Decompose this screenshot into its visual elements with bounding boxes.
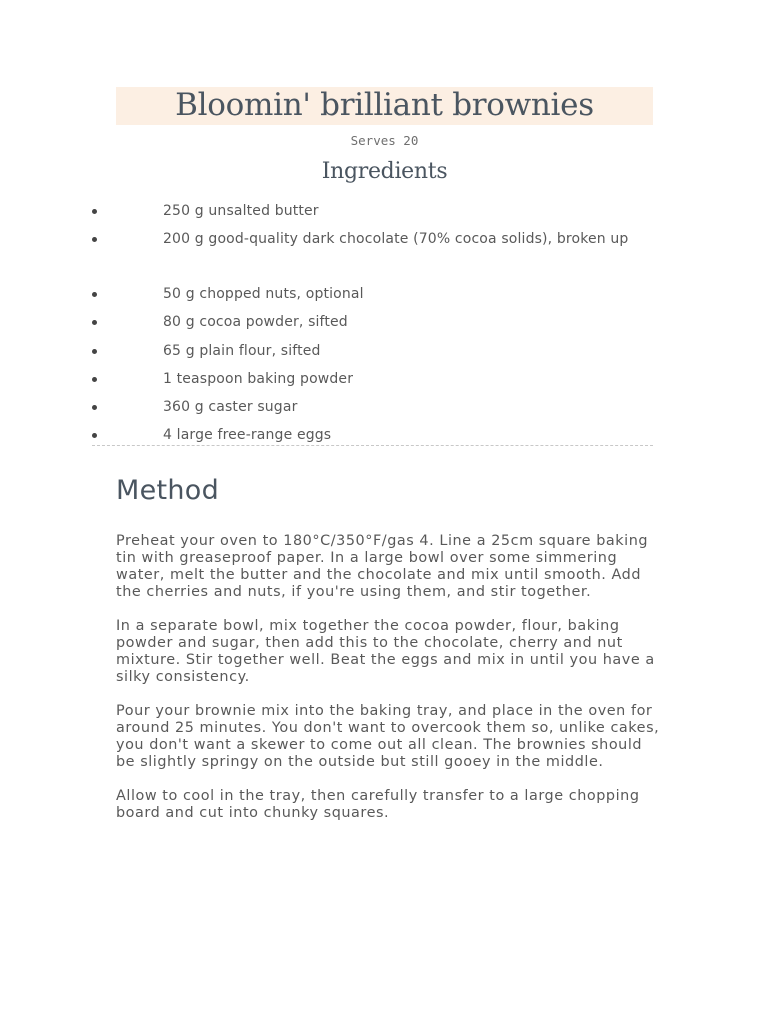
method-step: In a separate bowl, mix together the cocoa powder, flour, baking powder and sugar, then add this to the chocolate, cherry and nut mixture. Stir together well. Beat the eggs and mix in until you have a silky consistency. [116, 618, 655, 685]
ingredient-text: 50 g chopped nuts, optional [163, 286, 364, 302]
ingredient-text: 1 teaspoon baking powder [163, 371, 354, 387]
ingredient-text: 4 large free-range eggs [163, 427, 332, 443]
ingredient-text: 360 g caster sugar [163, 399, 298, 415]
method-step: Preheat your oven to 180°C/350°F/gas 4. Line a 25cm square baking tin with greaseproof paper. In a large bowl over some simmering water, melt the butter and the chocolate and mix until smooth. Add the cherries and nuts, if you're using them, and stir together. [116, 533, 649, 600]
bullet-icon [92, 320, 97, 325]
serves-count: Serves 20 [350, 133, 419, 148]
section-divider [92, 445, 653, 446]
bullet-icon [92, 405, 97, 410]
method-heading: Method [116, 475, 220, 506]
recipe-title: Bloomin' brilliant brownies [175, 87, 594, 123]
bullet-icon [92, 377, 97, 382]
ingredient-text: 65 g plain flour, sifted [163, 343, 321, 359]
method-step: Allow to cool in the tray, then carefully transfer to a large chopping board and cut into chunky squares. [116, 788, 640, 821]
ingredients-heading: Ingredients [321, 159, 448, 184]
method-step: Pour your brownie mix into the baking tray, and place in the oven for around 25 minutes. You don't want to overcook them so, unlike cakes, you don't want a skewer to come out all clean. The brownies should be slightly springy on the outside but still gooey in the middle. [116, 703, 660, 770]
method-steps [116, 533, 661, 839]
bullet-icon [92, 433, 97, 438]
bullet-icon [92, 237, 97, 242]
bullet-icon [92, 292, 97, 297]
ingredient-text: 80 g cocoa powder, sifted [163, 314, 348, 330]
ingredient-text: 200 g good-quality dark chocolate (70% cocoa solids), broken up [163, 231, 629, 247]
bullet-icon [92, 209, 97, 214]
bullet-icon [92, 349, 97, 354]
ingredient-text: 250 g unsalted butter [163, 203, 319, 219]
